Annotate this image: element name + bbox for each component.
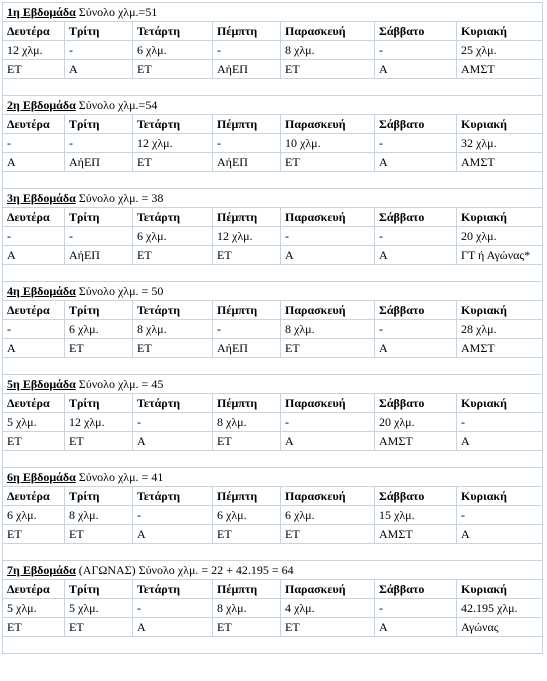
workout-type-cell: Α — [133, 618, 213, 637]
day-header-cell: Τρίτη — [65, 394, 133, 413]
workout-type-cell: Α — [3, 153, 65, 172]
workout-type-cell: ΕΤ — [281, 339, 375, 358]
distance-cell: - — [213, 320, 281, 339]
day-header-cell: Τρίτη — [65, 580, 133, 599]
workout-type-cell: ΑΜΣΤ — [375, 432, 457, 451]
day-header-cell: Κυριακή — [457, 22, 543, 41]
spacer-row — [3, 172, 543, 189]
week-title: 5η Εβδομάδα — [7, 376, 76, 391]
day-header-cell: Σάββατο — [375, 487, 457, 506]
week-total-km: Σύνολο χλμ.=54 — [75, 97, 158, 112]
workout-type-cell: ΕΤ — [3, 618, 65, 637]
day-header-cell: Κυριακή — [457, 301, 543, 320]
workout-type-cell: ΕΤ — [281, 153, 375, 172]
day-header-cell: Κυριακή — [457, 115, 543, 134]
workout-type-cell: ΕΤ — [213, 432, 281, 451]
workout-type-cell: ΑΜΣΤ — [457, 339, 543, 358]
workout-type-cell: ΕΤ — [65, 339, 133, 358]
distance-cell: - — [281, 413, 375, 432]
workout-type-cell: Α — [375, 60, 457, 79]
workout-type-cell: ΕΤ — [281, 618, 375, 637]
day-header-cell: Παρασκευή — [281, 394, 375, 413]
workout-type-cell: Α — [375, 618, 457, 637]
spacer-cell — [3, 265, 543, 282]
workout-type-cell: ΑήΕΠ — [213, 153, 281, 172]
distance-cell: - — [133, 506, 213, 525]
week-heading — [3, 561, 543, 580]
distance-cell: - — [133, 599, 213, 618]
workout-type-cell: ΕΤ — [133, 153, 213, 172]
week-heading — [3, 468, 543, 487]
week-title-row — [3, 96, 543, 115]
workout-type-cell: ΕΤ — [133, 60, 213, 79]
day-header-cell: Τετάρτη — [133, 208, 213, 227]
distance-cell: 8 χλμ. — [213, 599, 281, 618]
week-heading — [3, 3, 543, 22]
workout-type-cell: ΕΤ — [133, 246, 213, 265]
workout-type-cell: Α — [281, 432, 375, 451]
workout-type-row — [3, 246, 543, 265]
distance-cell: - — [375, 134, 457, 153]
workout-type-row — [3, 153, 543, 172]
distance-cell: 32 χλμ. — [457, 134, 543, 153]
distance-cell: 4 χλμ. — [281, 599, 375, 618]
distance-row — [3, 41, 543, 60]
workout-type-cell: ΑήΕΠ — [213, 60, 281, 79]
week-title: 6η Εβδομάδα — [7, 469, 76, 484]
workout-type-row — [3, 525, 543, 544]
day-header-cell: Παρασκευή — [281, 487, 375, 506]
day-header-cell: Τρίτη — [65, 22, 133, 41]
day-header-row — [3, 394, 543, 413]
distance-cell: 20 χλμ. — [375, 413, 457, 432]
spacer-cell — [3, 358, 543, 375]
day-header-cell: Παρασκευή — [281, 115, 375, 134]
workout-type-cell: Α — [375, 339, 457, 358]
workout-type-cell: ΕΤ — [3, 432, 65, 451]
day-header-cell: Δευτέρα — [3, 394, 65, 413]
distance-cell: - — [457, 506, 543, 525]
day-header-row — [3, 580, 543, 599]
workout-type-row — [3, 339, 543, 358]
day-header-cell: Τρίτη — [65, 208, 133, 227]
distance-cell: 20 χλμ. — [457, 227, 543, 246]
week-title-row — [3, 282, 543, 301]
week-title-row — [3, 561, 543, 580]
spacer-cell — [3, 79, 543, 96]
day-header-cell: Τετάρτη — [133, 22, 213, 41]
workout-type-row — [3, 618, 543, 637]
distance-cell: 12 χλμ. — [133, 134, 213, 153]
week-heading — [3, 282, 543, 301]
day-header-cell: Πέμπτη — [213, 487, 281, 506]
distance-cell: - — [65, 41, 133, 60]
workout-type-row — [3, 432, 543, 451]
week-title-row — [3, 375, 543, 394]
distance-cell: 8 χλμ. — [281, 41, 375, 60]
day-header-cell: Κυριακή — [457, 208, 543, 227]
day-header-cell: Παρασκευή — [281, 208, 375, 227]
distance-cell: - — [3, 134, 65, 153]
distance-cell: 25 χλμ. — [457, 41, 543, 60]
distance-cell: 10 χλμ. — [281, 134, 375, 153]
day-header-row — [3, 301, 543, 320]
distance-cell: - — [213, 41, 281, 60]
spacer-cell — [3, 172, 543, 189]
day-header-cell: Τρίτη — [65, 301, 133, 320]
day-header-cell: Δευτέρα — [3, 580, 65, 599]
distance-cell: 6 χλμ. — [3, 506, 65, 525]
distance-cell: 8 χλμ. — [65, 506, 133, 525]
workout-type-cell: Α — [133, 525, 213, 544]
day-header-cell: Κυριακή — [457, 487, 543, 506]
day-header-cell: Σάββατο — [375, 22, 457, 41]
day-header-cell: Πέμπτη — [213, 115, 281, 134]
day-header-cell: Πέμπτη — [213, 394, 281, 413]
week-title: 1η Εβδομάδα — [7, 4, 76, 19]
week-total-km: Σύνολο χλμ. = 45 — [75, 376, 164, 391]
week-title: 4η Εβδομάδα — [7, 283, 76, 298]
workout-type-cell: ΑήΕΠ — [65, 246, 133, 265]
distance-cell: 12 χλμ. — [3, 41, 65, 60]
workout-type-cell: Α — [457, 432, 543, 451]
week-title: 3η Εβδομάδα — [7, 190, 76, 205]
day-header-cell: Τετάρτη — [133, 301, 213, 320]
distance-cell: 42.195 χλμ. — [457, 599, 543, 618]
day-header-cell: Σάββατο — [375, 394, 457, 413]
distance-row — [3, 413, 543, 432]
day-header-cell: Παρασκευή — [281, 22, 375, 41]
workout-type-cell: ΕΤ — [213, 525, 281, 544]
workout-type-cell: ΕΤ — [3, 60, 65, 79]
day-header-cell: Πέμπτη — [213, 580, 281, 599]
distance-cell: - — [65, 134, 133, 153]
day-header-cell: Κυριακή — [457, 394, 543, 413]
workout-type-cell: ΕΤ — [213, 618, 281, 637]
distance-cell: 5 χλμ. — [3, 413, 65, 432]
distance-row — [3, 599, 543, 618]
workout-type-cell: ΕΤ — [281, 60, 375, 79]
workout-type-cell: Α — [65, 60, 133, 79]
distance-cell: 12 χλμ. — [213, 227, 281, 246]
distance-cell: 6 χλμ. — [133, 227, 213, 246]
distance-cell: 28 χλμ. — [457, 320, 543, 339]
workout-type-cell: Α — [133, 432, 213, 451]
distance-cell: - — [213, 134, 281, 153]
distance-row — [3, 506, 543, 525]
workout-type-cell: Αγώνας — [457, 618, 543, 637]
day-header-cell: Δευτέρα — [3, 487, 65, 506]
distance-cell: 8 χλμ. — [213, 413, 281, 432]
workout-type-cell: ΑΜΣΤ — [457, 60, 543, 79]
spacer-cell — [3, 544, 543, 561]
day-header-row — [3, 487, 543, 506]
workout-type-cell: ΑΜΣΤ — [457, 153, 543, 172]
distance-cell: 12 χλμ. — [65, 413, 133, 432]
week-heading — [3, 189, 543, 208]
distance-cell: 5 χλμ. — [3, 599, 65, 618]
spacer-row — [3, 79, 543, 96]
week-total-km: (ΑΓΩΝΑΣ) Σύνολο χλμ. = 22 + 42.195 = 64 — [75, 562, 294, 577]
day-header-cell: Τετάρτη — [133, 487, 213, 506]
week-title: 7η Εβδομάδα — [7, 562, 76, 577]
workout-type-cell: Α — [3, 339, 65, 358]
spacer-row — [3, 544, 543, 561]
spacer-row — [3, 265, 543, 282]
distance-cell: - — [3, 227, 65, 246]
workout-type-cell: ΓΤ ή Αγώνας* — [457, 246, 543, 265]
distance-cell: 8 χλμ. — [133, 320, 213, 339]
week-title-row — [3, 3, 543, 22]
day-header-cell: Σάββατο — [375, 301, 457, 320]
distance-cell: - — [375, 41, 457, 60]
workout-type-cell: ΕΤ — [3, 525, 65, 544]
day-header-cell: Πέμπτη — [213, 208, 281, 227]
schedule-body — [3, 3, 543, 654]
spacer-cell — [3, 451, 543, 468]
day-header-cell: Πέμπτη — [213, 22, 281, 41]
day-header-cell: Κυριακή — [457, 580, 543, 599]
distance-cell: 5 χλμ. — [65, 599, 133, 618]
workout-type-cell: ΕΤ — [281, 525, 375, 544]
distance-cell: 15 χλμ. — [375, 506, 457, 525]
distance-cell: 6 χλμ. — [65, 320, 133, 339]
workout-type-cell: Α — [457, 525, 543, 544]
distance-cell: - — [3, 320, 65, 339]
day-header-cell: Δευτέρα — [3, 208, 65, 227]
workout-type-row — [3, 60, 543, 79]
day-header-cell: Παρασκευή — [281, 580, 375, 599]
workout-type-cell: Α — [375, 246, 457, 265]
workout-type-cell: ΕΤ — [65, 525, 133, 544]
day-header-cell: Δευτέρα — [3, 301, 65, 320]
workout-type-cell: Α — [375, 153, 457, 172]
distance-cell: 8 χλμ. — [281, 320, 375, 339]
distance-cell: 6 χλμ. — [133, 41, 213, 60]
day-header-cell: Τετάρτη — [133, 394, 213, 413]
spacer-cell — [3, 637, 543, 654]
day-header-cell: Δευτέρα — [3, 115, 65, 134]
week-title-row — [3, 468, 543, 487]
day-header-cell: Σάββατο — [375, 580, 457, 599]
day-header-cell: Δευτέρα — [3, 22, 65, 41]
week-total-km: Σύνολο χλμ.=51 — [75, 4, 158, 19]
day-header-cell: Τετάρτη — [133, 580, 213, 599]
workout-type-cell: ΕΤ — [133, 339, 213, 358]
day-header-cell: Παρασκευή — [281, 301, 375, 320]
day-header-row — [3, 22, 543, 41]
distance-cell: - — [133, 413, 213, 432]
week-heading — [3, 375, 543, 394]
workout-type-cell: Α — [3, 246, 65, 265]
week-total-km: Σύνολο χλμ. = 50 — [75, 283, 164, 298]
week-title: 2η Εβδομάδα — [7, 97, 76, 112]
week-heading — [3, 96, 543, 115]
day-header-cell: Τρίτη — [65, 115, 133, 134]
spacer-row — [3, 358, 543, 375]
day-header-cell: Σάββατο — [375, 208, 457, 227]
workout-type-cell: ΑήΕΠ — [65, 153, 133, 172]
day-header-row — [3, 115, 543, 134]
week-title-row — [3, 189, 543, 208]
spacer-row — [3, 451, 543, 468]
day-header-cell: Τρίτη — [65, 487, 133, 506]
distance-cell: - — [375, 227, 457, 246]
workout-type-cell: ΕΤ — [65, 432, 133, 451]
workout-type-cell: ΕΤ — [65, 618, 133, 637]
day-header-row — [3, 208, 543, 227]
spacer-row — [3, 637, 543, 654]
distance-cell: 6 χλμ. — [281, 506, 375, 525]
distance-cell: - — [281, 227, 375, 246]
distance-row — [3, 320, 543, 339]
training-schedule-table — [2, 2, 543, 654]
distance-cell: - — [375, 599, 457, 618]
day-header-cell: Πέμπτη — [213, 301, 281, 320]
week-total-km: Σύνολο χλμ. = 38 — [75, 190, 164, 205]
workout-type-cell: ΑΜΣΤ — [375, 525, 457, 544]
distance-row — [3, 227, 543, 246]
day-header-cell: Σάββατο — [375, 115, 457, 134]
distance-cell: - — [457, 413, 543, 432]
distance-cell: - — [375, 320, 457, 339]
distance-row — [3, 134, 543, 153]
workout-type-cell: Α — [281, 246, 375, 265]
distance-cell: - — [65, 227, 133, 246]
workout-type-cell: ΕΤ — [213, 246, 281, 265]
week-total-km: Σύνολο χλμ. = 41 — [75, 469, 164, 484]
workout-type-cell: ΑήΕΠ — [213, 339, 281, 358]
day-header-cell: Τετάρτη — [133, 115, 213, 134]
distance-cell: 6 χλμ. — [213, 506, 281, 525]
